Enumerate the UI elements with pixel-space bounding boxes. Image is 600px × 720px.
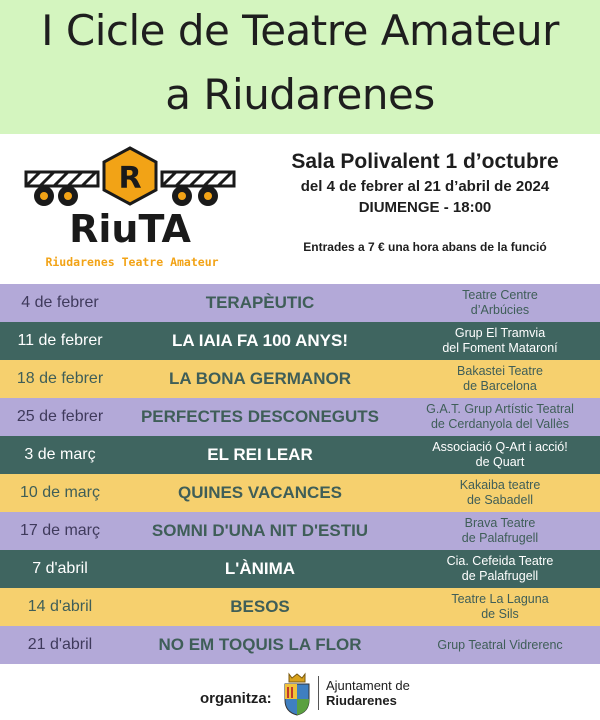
schedule-row	[0, 588, 600, 626]
row-group: Kakaiba teatre de Sabadell	[459, 478, 541, 507]
row-play: QUINES VACANCES	[177, 483, 343, 502]
schedule-row	[0, 360, 600, 398]
row-date: 10 de març	[19, 484, 101, 501]
row-group: Teatre Centre d’Arbúcies	[462, 288, 538, 317]
organizer-label: organitza:	[200, 690, 272, 707]
row-date: 18 de febrer	[16, 370, 104, 387]
venue-place: Sala Polivalent 1 d’octubre	[291, 150, 559, 173]
council-line-2: Riudarenes	[326, 693, 397, 708]
row-group: Grup El Tramvia del Foment Mataroní	[442, 326, 558, 355]
council-shield-icon	[282, 672, 312, 716]
row-date: 4 de febrer	[21, 294, 99, 311]
schedule-row	[0, 512, 600, 550]
footer	[0, 664, 600, 720]
schedule-row	[0, 398, 600, 436]
riuta-logo	[22, 144, 252, 274]
header-banner	[0, 0, 600, 134]
row-group: Grup Teatral Vidrerenc	[437, 637, 563, 652]
schedule-row	[0, 436, 600, 474]
row-play: BESOS	[230, 597, 290, 616]
row-group: Teatre La Laguna de Sils	[451, 592, 549, 621]
logo-name: RiuTA	[69, 207, 191, 251]
venue-details	[260, 150, 590, 254]
row-date: 14 d'abril	[27, 598, 93, 615]
row-date: 3 de març	[24, 446, 96, 463]
title-line-2: a Riudarenes	[165, 70, 435, 119]
row-play: L'ÀNIMA	[224, 559, 296, 578]
row-date: 21 d'abril	[27, 636, 93, 653]
row-date: 11 de febrer	[17, 332, 103, 349]
venue-time: DIUMENGE - 18:00	[358, 199, 492, 216]
row-play: SOMNI D'UNA NIT D'ESTIU	[151, 521, 369, 540]
row-play: LA BONA GERMANOR	[169, 369, 351, 388]
info-section	[0, 134, 600, 284]
council-line-1: Ajuntament de	[326, 678, 410, 693]
logo-subtitle: Riudarenes Teatre Amateur	[45, 255, 219, 269]
schedule-row	[0, 626, 600, 664]
row-group: Associació Q-Art i acció! de Quart	[432, 440, 568, 469]
row-play: NO EM TOQUIS LA FLOR	[158, 635, 362, 654]
row-play: TERAPÈUTIC	[205, 293, 315, 312]
schedule-row	[0, 284, 600, 322]
row-group: Brava Teatre de Palafrugell	[461, 516, 539, 545]
title-line-1: I Cicle de Teatre Amateur	[41, 6, 559, 55]
footer-divider	[318, 676, 319, 710]
schedule-row	[0, 474, 600, 512]
row-date: 17 de març	[19, 522, 101, 539]
row-group: G.A.T. Grup Artístic Teatral de Cerdanyola del Vallès	[426, 402, 574, 431]
row-date: 25 de febrer	[16, 408, 104, 425]
venue-dates: del 4 de febrer al 21 d’abril de 2024	[300, 178, 550, 195]
schedule-row	[0, 322, 600, 360]
row-play: EL REI LEAR	[207, 445, 313, 464]
council-name	[326, 678, 410, 708]
logo-badge-letter: R	[118, 161, 142, 196]
row-play: PERFECTES DESCONEGUTS	[140, 407, 380, 426]
row-group: Cia. Cefeida Teatre de Palafrugell	[446, 554, 554, 583]
row-play: LA IAIA FA 100 ANYS!	[171, 331, 348, 350]
row-group: Bakastei Teatre de Barcelona	[457, 364, 543, 393]
ticket-info: Entrades a 7 € una hora abans de la funció	[303, 240, 547, 254]
schedule-row	[0, 550, 600, 588]
row-date: 7 d'abril	[32, 560, 88, 577]
